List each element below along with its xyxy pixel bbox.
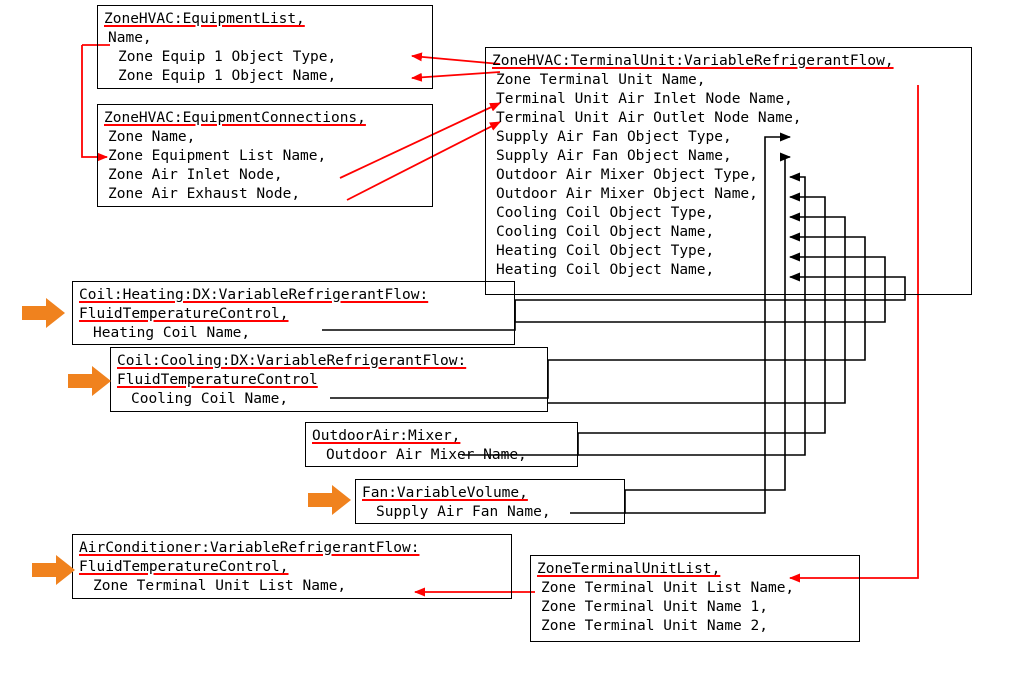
box-field: Zone Terminal Unit Name, xyxy=(496,72,706,88)
box-title: ZoneTerminalUnitList, xyxy=(537,561,721,577)
box-field: Outdoor Air Mixer Name, xyxy=(326,447,527,463)
box-title: ZoneHVAC:EquipmentConnections, xyxy=(104,110,366,126)
box-field: Supply Air Fan Name, xyxy=(376,504,551,520)
box-field: Outdoor Air Mixer Object Name, xyxy=(496,186,758,202)
box-field: Name, xyxy=(108,30,152,46)
box-field: Zone Equip 1 Object Type, xyxy=(118,49,337,65)
box-airconditioner-vrf-fluidtemperaturecontrol[interactable] xyxy=(72,534,512,599)
box-field: Cooling Coil Name, xyxy=(131,391,289,407)
orange-arrow-heating-coil xyxy=(22,297,66,333)
box-outdoorair-mixer[interactable] xyxy=(305,422,578,467)
box-field: Heating Coil Object Name, xyxy=(496,262,715,278)
box-field: Zone Equip 1 Object Name, xyxy=(118,68,337,84)
box-field: Zone Terminal Unit Name 2, xyxy=(541,618,768,634)
box-title: ZoneHVAC:EquipmentList, xyxy=(104,11,305,27)
box-field: Supply Air Fan Object Name, xyxy=(496,148,732,164)
box-field: Zone Name, xyxy=(108,129,196,145)
box-title-line2: FluidTemperatureControl, xyxy=(79,559,289,575)
box-title-line2: FluidTemperatureControl xyxy=(117,372,318,388)
orange-arrow-airconditioner xyxy=(32,554,76,590)
box-coil-heating-dx-vrf-fluidtemperaturecontrol[interactable] xyxy=(72,281,515,345)
box-field: Supply Air Fan Object Type, xyxy=(496,129,732,145)
box-field: Zone Terminal Unit List Name, xyxy=(93,578,347,594)
box-field: Terminal Unit Air Inlet Node Name, xyxy=(496,91,793,107)
box-coil-cooling-dx-vrf-fluidtemperaturecontrol[interactable] xyxy=(110,347,548,412)
box-zonehvac-equipmentlist[interactable] xyxy=(97,5,433,89)
box-title-line1: Coil:Heating:DX:VariableRefrigerantFlow: xyxy=(79,287,429,303)
box-zonehvac-equipmentconnections[interactable] xyxy=(97,104,433,207)
box-field: Heating Coil Name, xyxy=(93,325,251,341)
box-field: Cooling Coil Object Name, xyxy=(496,224,715,240)
box-zoneterminalunitlist[interactable] xyxy=(530,555,860,642)
box-field: Heating Coil Object Type, xyxy=(496,243,715,259)
box-title: ZoneHVAC:TerminalUnit:VariableRefrigerantFlow, xyxy=(492,53,894,69)
box-title-line2: FluidTemperatureControl, xyxy=(79,306,289,322)
box-title-line1: Coil:Cooling:DX:VariableRefrigerantFlow: xyxy=(117,353,467,369)
box-field: Zone Air Inlet Node, xyxy=(108,167,283,183)
box-title-line1: AirConditioner:VariableRefrigerantFlow: xyxy=(79,540,420,556)
box-title: OutdoorAir:Mixer, xyxy=(312,428,461,444)
box-field: Zone Terminal Unit Name 1, xyxy=(541,599,768,615)
orange-arrow-cooling-coil xyxy=(68,365,112,401)
orange-arrow-fan xyxy=(308,484,352,520)
box-field: Zone Terminal Unit List Name, xyxy=(541,580,795,596)
box-title: Fan:VariableVolume, xyxy=(362,485,528,501)
box-field: Outdoor Air Mixer Object Type, xyxy=(496,167,758,183)
box-field: Cooling Coil Object Type, xyxy=(496,205,715,221)
box-field: Zone Equipment List Name, xyxy=(108,148,327,164)
box-fan-variablevolume[interactable] xyxy=(355,479,625,524)
box-field: Zone Air Exhaust Node, xyxy=(108,186,301,202)
box-field: Terminal Unit Air Outlet Node Name, xyxy=(496,110,802,126)
box-zonehvac-terminalunit-variablerefrigerantflow[interactable] xyxy=(485,47,972,295)
